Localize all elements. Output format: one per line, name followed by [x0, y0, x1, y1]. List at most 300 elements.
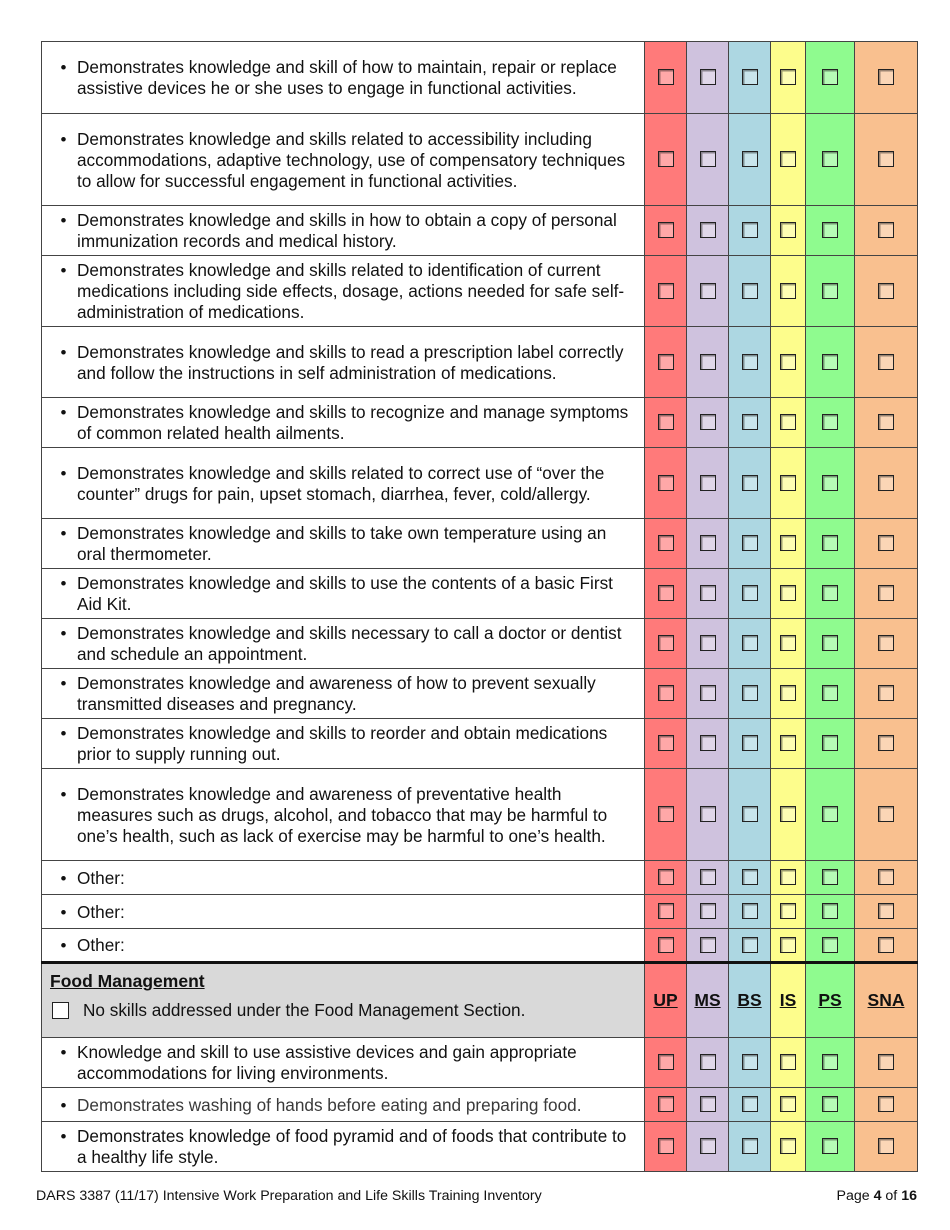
section-header-row [42, 963, 918, 1038]
rating-cell-sna [855, 1122, 918, 1172]
rating-cell-bs [729, 519, 771, 569]
rating-checkbox-bs[interactable] [742, 222, 758, 238]
rating-cell-is [771, 1038, 806, 1088]
rating-checkbox-is[interactable] [780, 1138, 796, 1154]
rating-checkbox-ps[interactable] [822, 806, 838, 822]
rating-cell-ps [806, 669, 855, 719]
skill-text: Demonstrates knowledge and skills related to correct use of “over the counter” drugs for pain, upset stomach, diarrhea, fever, cold/allergy. [77, 462, 605, 504]
rating-checkbox-sna[interactable] [878, 903, 894, 919]
rating-cell-up [645, 769, 687, 861]
rating-checkbox-is[interactable] [780, 1054, 796, 1070]
column-header-ms: MS [687, 963, 729, 1038]
rating-checkbox-ps[interactable] [822, 222, 838, 238]
skill-text: Knowledge and skill to use assistive devices and gain appropriate accommodations for living environments. [77, 1042, 577, 1083]
skill-description-cell [42, 519, 645, 569]
skill-description-cell [42, 569, 645, 619]
rating-cell-up [645, 861, 687, 895]
rating-cell-ms [687, 1088, 729, 1122]
rating-checkbox-up[interactable] [658, 222, 674, 238]
skill-row [42, 398, 918, 448]
rating-cell-up [645, 206, 687, 256]
rating-cell-ps [806, 769, 855, 861]
rating-checkbox-is[interactable] [780, 903, 796, 919]
rating-checkbox-sna[interactable] [878, 937, 894, 953]
rating-checkbox-ps[interactable] [822, 354, 838, 370]
rating-cell-is [771, 519, 806, 569]
rating-cell-bs [729, 619, 771, 669]
rating-cell-ps [806, 929, 855, 963]
rating-checkbox-bs[interactable] [742, 414, 758, 430]
rating-checkbox-up[interactable] [658, 685, 674, 701]
column-header-sna: SNA [855, 963, 918, 1038]
skill-row [42, 42, 918, 114]
rating-cell-sna [855, 1038, 918, 1088]
rating-cell-up [645, 669, 687, 719]
rating-cell-up [645, 569, 687, 619]
rating-checkbox-up[interactable] [658, 283, 674, 299]
skill-text: Demonstrates knowledge and skills necessary to call a doctor or dentist and schedule an appointment. [77, 623, 622, 664]
rating-cell-bs [729, 114, 771, 206]
rating-checkbox-ms[interactable] [700, 806, 716, 822]
rating-cell-bs [729, 569, 771, 619]
rating-checkbox-sna[interactable] [878, 1054, 894, 1070]
page-current: 4 [873, 1188, 882, 1204]
rating-checkbox-ms[interactable] [700, 535, 716, 551]
skill-text: Demonstrates knowledge and skills to take own temperature using an oral thermometer. [77, 523, 607, 564]
skill-row [42, 929, 918, 963]
rating-checkbox-ms[interactable] [700, 151, 716, 167]
rating-checkbox-ps[interactable] [822, 735, 838, 751]
rating-cell-ps [806, 1088, 855, 1122]
rating-checkbox-sna[interactable] [878, 585, 894, 601]
rating-cell-ps [806, 719, 855, 769]
rating-cell-sna [855, 327, 918, 398]
skill-description-cell [42, 398, 645, 448]
rating-cell-ps [806, 1038, 855, 1088]
rating-cell-is [771, 42, 806, 114]
rating-cell-sna [855, 619, 918, 669]
rating-cell-sna [855, 206, 918, 256]
bullet-icon: • [60, 902, 67, 922]
rating-checkbox-ms[interactable] [700, 903, 716, 919]
rating-cell-is [771, 1122, 806, 1172]
rating-cell-ps [806, 42, 855, 114]
rating-cell-ps [806, 569, 855, 619]
skill-row [42, 327, 918, 398]
rating-checkbox-up[interactable] [658, 806, 674, 822]
skill-description-cell [42, 669, 645, 719]
skill-row [42, 619, 918, 669]
page-footer [36, 1188, 917, 1204]
bullet-icon: • [60, 1127, 67, 1146]
rating-cell-up [645, 42, 687, 114]
rating-checkbox-up[interactable] [658, 414, 674, 430]
rating-checkbox-ms[interactable] [700, 635, 716, 651]
rating-cell-is [771, 895, 806, 929]
rating-checkbox-up[interactable] [658, 585, 674, 601]
skill-text: Demonstrates knowledge and skills related to accessibility including accommodations, adaptive technology, use of compensatory techniques to allow for successful engagement in functional activities. [77, 128, 626, 191]
skill-description-cell [42, 1122, 645, 1172]
rating-cell-ms [687, 929, 729, 963]
rating-checkbox-ms[interactable] [700, 1138, 716, 1154]
rating-checkbox-ms[interactable] [700, 937, 716, 953]
rating-checkbox-bs[interactable] [742, 354, 758, 370]
rating-cell-ps [806, 895, 855, 929]
rating-checkbox-sna[interactable] [878, 635, 894, 651]
rating-cell-ps [806, 861, 855, 895]
rating-cell-up [645, 519, 687, 569]
rating-checkbox-ps[interactable] [822, 903, 838, 919]
rating-checkbox-ps[interactable] [822, 585, 838, 601]
rating-checkbox-is[interactable] [780, 869, 796, 885]
rating-cell-is [771, 1088, 806, 1122]
rating-cell-is [771, 861, 806, 895]
rating-cell-up [645, 448, 687, 519]
rating-cell-sna [855, 256, 918, 327]
rating-checkbox-is[interactable] [780, 475, 796, 491]
rating-checkbox-is[interactable] [780, 806, 796, 822]
skill-text: Other: [77, 901, 125, 922]
bullet-icon: • [60, 1043, 67, 1062]
rating-cell-sna [855, 929, 918, 963]
rating-cell-bs [729, 1088, 771, 1122]
bullet-icon: • [60, 624, 67, 643]
skill-row [42, 669, 918, 719]
skill-description-cell [42, 619, 645, 669]
rating-checkbox-bs[interactable] [742, 903, 758, 919]
rating-cell-bs [729, 929, 771, 963]
rating-cell-ps [806, 448, 855, 519]
skill-description-cell [42, 42, 645, 114]
skill-row [42, 1122, 918, 1172]
rating-checkbox-up[interactable] [658, 635, 674, 651]
rating-cell-sna [855, 519, 918, 569]
rating-checkbox-sna[interactable] [878, 806, 894, 822]
rating-checkbox-sna[interactable] [878, 283, 894, 299]
rating-checkbox-up[interactable] [658, 1138, 674, 1154]
inventory-sheet [41, 41, 917, 1172]
rating-checkbox-bs[interactable] [742, 685, 758, 701]
rating-cell-sna [855, 114, 918, 206]
rating-checkbox-up[interactable] [658, 475, 674, 491]
food-skills-rows [42, 1038, 918, 1172]
rating-cell-sna [855, 398, 918, 448]
rating-checkbox-sna[interactable] [878, 222, 894, 238]
rating-cell-is [771, 448, 806, 519]
skill-row [42, 1088, 918, 1122]
rating-checkbox-bs[interactable] [742, 283, 758, 299]
rating-cell-up [645, 256, 687, 327]
rating-checkbox-bs[interactable] [742, 869, 758, 885]
rating-cell-bs [729, 769, 771, 861]
column-header-up: UP [645, 963, 687, 1038]
rating-checkbox-bs[interactable] [742, 806, 758, 822]
rating-cell-is [771, 719, 806, 769]
rating-checkbox-bs[interactable] [742, 1096, 758, 1112]
rating-cell-ms [687, 206, 729, 256]
rating-checkbox-bs[interactable] [742, 475, 758, 491]
skill-text: Demonstrates knowledge and skills to recognize and manage symptoms of common related health ailments. [77, 402, 629, 443]
rating-checkbox-is[interactable] [780, 354, 796, 370]
rating-checkbox-sna[interactable] [878, 151, 894, 167]
skill-text: Demonstrates knowledge and skill of how to maintain, repair or replace assistive devices he or she uses to engage in functional activities. [77, 57, 617, 98]
rating-cell-ms [687, 256, 729, 327]
rating-checkbox-is[interactable] [780, 685, 796, 701]
rating-checkbox-sna[interactable] [878, 354, 894, 370]
bullet-icon: • [60, 261, 67, 280]
rating-checkbox-ps[interactable] [822, 1138, 838, 1154]
rating-checkbox-sna[interactable] [878, 869, 894, 885]
rating-checkbox-up[interactable] [658, 151, 674, 167]
rating-cell-is [771, 256, 806, 327]
rating-checkbox-ps[interactable] [822, 635, 838, 651]
bullet-icon: • [60, 58, 67, 77]
skill-text: Demonstrates knowledge and awareness of preventative health measures such as drugs, alcohol, and tobacco that may be harmful to one’s health, such as lack of exercise may be harmful to one’s health. [77, 783, 608, 846]
rating-cell-bs [729, 448, 771, 519]
rating-checkbox-ps[interactable] [822, 69, 838, 85]
bullet-icon: • [60, 574, 67, 593]
skill-row [42, 448, 918, 519]
skill-row [42, 769, 918, 861]
rating-cell-sna [855, 669, 918, 719]
rating-cell-up [645, 719, 687, 769]
skill-text: Demonstrates knowledge and skills to read a prescription label correctly and follow the instructions in self administration of medications. [77, 341, 624, 383]
rating-checkbox-bs[interactable] [742, 151, 758, 167]
bullet-icon: • [60, 524, 67, 543]
rating-cell-ms [687, 519, 729, 569]
rating-cell-ps [806, 206, 855, 256]
rating-checkbox-ms[interactable] [700, 222, 716, 238]
of-label: of [885, 1188, 898, 1204]
skill-row [42, 895, 918, 929]
rating-cell-ms [687, 114, 729, 206]
skill-text: Demonstrates washing of hands before eating and preparing food. [77, 1094, 582, 1115]
rating-cell-up [645, 929, 687, 963]
rating-cell-bs [729, 1038, 771, 1088]
column-header-ps: PS [806, 963, 855, 1038]
rating-checkbox-bs[interactable] [742, 69, 758, 85]
rating-checkbox-is[interactable] [780, 414, 796, 430]
rating-checkbox-ms[interactable] [700, 735, 716, 751]
rating-checkbox-up[interactable] [658, 937, 674, 953]
rating-checkbox-ms[interactable] [700, 354, 716, 370]
rating-checkbox-sna[interactable] [878, 414, 894, 430]
rating-checkbox-ms[interactable] [700, 414, 716, 430]
rating-cell-ps [806, 256, 855, 327]
rating-cell-ms [687, 895, 729, 929]
rating-cell-bs [729, 861, 771, 895]
rating-checkbox-ms[interactable] [700, 869, 716, 885]
rating-checkbox-bs[interactable] [742, 937, 758, 953]
rating-checkbox-ms[interactable] [700, 475, 716, 491]
bullet-icon: • [60, 211, 67, 230]
bullet-icon: • [60, 936, 67, 955]
rating-cell-ms [687, 448, 729, 519]
rating-checkbox-ms[interactable] [700, 283, 716, 299]
rating-checkbox-ms[interactable] [700, 1096, 716, 1112]
rating-cell-up [645, 114, 687, 206]
rating-cell-bs [729, 42, 771, 114]
skill-row [42, 114, 918, 206]
bullet-icon: • [60, 784, 67, 804]
rating-checkbox-up[interactable] [658, 869, 674, 885]
skill-description-cell [42, 895, 645, 929]
rating-checkbox-is[interactable] [780, 535, 796, 551]
section-header-cell [42, 963, 645, 1038]
rating-checkbox-ms[interactable] [700, 1054, 716, 1070]
rating-cell-sna [855, 895, 918, 929]
rating-checkbox-sna[interactable] [878, 475, 894, 491]
rating-checkbox-sna[interactable] [878, 685, 894, 701]
rating-cell-ms [687, 719, 729, 769]
rating-cell-sna [855, 42, 918, 114]
rating-cell-ms [687, 769, 729, 861]
no-skills-checkbox[interactable] [52, 1002, 69, 1019]
rating-checkbox-bs[interactable] [742, 535, 758, 551]
rating-cell-is [771, 669, 806, 719]
rating-checkbox-ps[interactable] [822, 869, 838, 885]
skill-row [42, 519, 918, 569]
rating-cell-bs [729, 1122, 771, 1172]
rating-cell-is [771, 114, 806, 206]
rating-checkbox-ps[interactable] [822, 685, 838, 701]
rating-checkbox-is[interactable] [780, 69, 796, 85]
rating-checkbox-up[interactable] [658, 535, 674, 551]
rating-checkbox-ps[interactable] [822, 937, 838, 953]
bullet-icon: • [60, 403, 67, 422]
rating-checkbox-is[interactable] [780, 1096, 796, 1112]
rating-checkbox-ps[interactable] [822, 414, 838, 430]
rating-checkbox-up[interactable] [658, 735, 674, 751]
rating-checkbox-is[interactable] [780, 151, 796, 167]
rating-cell-ps [806, 1122, 855, 1172]
skill-row [42, 861, 918, 895]
skill-description-cell [42, 114, 645, 206]
rating-cell-is [771, 619, 806, 669]
rating-checkbox-is[interactable] [780, 222, 796, 238]
rating-cell-ms [687, 1038, 729, 1088]
rating-cell-ms [687, 398, 729, 448]
rating-checkbox-is[interactable] [780, 635, 796, 651]
rating-cell-is [771, 206, 806, 256]
rating-checkbox-up[interactable] [658, 1096, 674, 1112]
rating-checkbox-up[interactable] [658, 1054, 674, 1070]
rating-checkbox-up[interactable] [658, 69, 674, 85]
rating-cell-ps [806, 619, 855, 669]
rating-cell-is [771, 327, 806, 398]
rating-checkbox-is[interactable] [780, 585, 796, 601]
rating-cell-sna [855, 719, 918, 769]
page-label: Page [836, 1188, 870, 1204]
rating-cell-ps [806, 519, 855, 569]
rating-cell-sna [855, 861, 918, 895]
rating-checkbox-ps[interactable] [822, 151, 838, 167]
rating-checkbox-ms[interactable] [700, 685, 716, 701]
no-skills-option[interactable] [50, 1000, 638, 1020]
skill-description-cell [42, 861, 645, 895]
rating-cell-sna [855, 448, 918, 519]
rating-checkbox-ms[interactable] [700, 585, 716, 601]
rating-checkbox-is[interactable] [780, 283, 796, 299]
rating-checkbox-bs[interactable] [742, 735, 758, 751]
rating-checkbox-is[interactable] [780, 937, 796, 953]
bullet-icon: • [60, 674, 67, 693]
rating-checkbox-ps[interactable] [822, 535, 838, 551]
skill-description-cell [42, 448, 645, 519]
section-title: Food Management [50, 971, 205, 991]
rating-cell-up [645, 1122, 687, 1172]
skill-row [42, 569, 918, 619]
rating-cell-up [645, 327, 687, 398]
rating-checkbox-bs[interactable] [742, 1054, 758, 1070]
rating-checkbox-bs[interactable] [742, 1138, 758, 1154]
bullet-icon: • [60, 724, 67, 743]
rating-checkbox-bs[interactable] [742, 635, 758, 651]
skill-text: Demonstrates knowledge and skills to use the contents of a basic First Aid Kit. [77, 573, 613, 614]
skill-description-cell [42, 769, 645, 861]
page-total: 16 [901, 1188, 917, 1204]
rating-cell-bs [729, 719, 771, 769]
rating-checkbox-ps[interactable] [822, 283, 838, 299]
rating-checkbox-sna[interactable] [878, 535, 894, 551]
rating-checkbox-ps[interactable] [822, 475, 838, 491]
rating-checkbox-sna[interactable] [878, 1096, 894, 1112]
bullet-icon: • [60, 1095, 67, 1115]
rating-cell-up [645, 1038, 687, 1088]
rating-cell-bs [729, 669, 771, 719]
rating-checkbox-up[interactable] [658, 354, 674, 370]
rating-cell-ps [806, 327, 855, 398]
rating-cell-ms [687, 569, 729, 619]
skill-description-cell [42, 206, 645, 256]
rating-checkbox-bs[interactable] [742, 585, 758, 601]
rating-checkbox-ms[interactable] [700, 69, 716, 85]
skill-row [42, 206, 918, 256]
rating-cell-up [645, 619, 687, 669]
skill-description-cell [42, 327, 645, 398]
form-id: DARS 3387 (11/17) Intensive Work Preparation and Life Skills Training Inventory [36, 1188, 542, 1204]
rating-cell-ps [806, 114, 855, 206]
rating-cell-bs [729, 895, 771, 929]
rating-checkbox-sna[interactable] [878, 69, 894, 85]
rating-cell-ms [687, 42, 729, 114]
rating-checkbox-is[interactable] [780, 735, 796, 751]
page-number [836, 1188, 917, 1204]
rating-cell-up [645, 1088, 687, 1122]
rating-cell-bs [729, 256, 771, 327]
rating-checkbox-ps[interactable] [822, 1096, 838, 1112]
rating-cell-is [771, 398, 806, 448]
rating-cell-up [645, 895, 687, 929]
skill-description-cell [42, 1038, 645, 1088]
rating-checkbox-up[interactable] [658, 903, 674, 919]
skill-row [42, 719, 918, 769]
rating-checkbox-sna[interactable] [878, 1138, 894, 1154]
rating-checkbox-ps[interactable] [822, 1054, 838, 1070]
rating-cell-ps [806, 398, 855, 448]
skill-description-cell [42, 256, 645, 327]
skill-text: Demonstrates knowledge and skills in how to obtain a copy of personal immunization records and medical history. [77, 210, 617, 251]
bullet-icon: • [60, 129, 67, 149]
skill-description-cell [42, 929, 645, 963]
bullet-icon: • [60, 342, 67, 362]
column-header-bs: BS [729, 963, 771, 1038]
rating-checkbox-sna[interactable] [878, 735, 894, 751]
rating-cell-is [771, 769, 806, 861]
rating-cell-up [645, 398, 687, 448]
rating-cell-ms [687, 619, 729, 669]
skill-row [42, 1038, 918, 1088]
